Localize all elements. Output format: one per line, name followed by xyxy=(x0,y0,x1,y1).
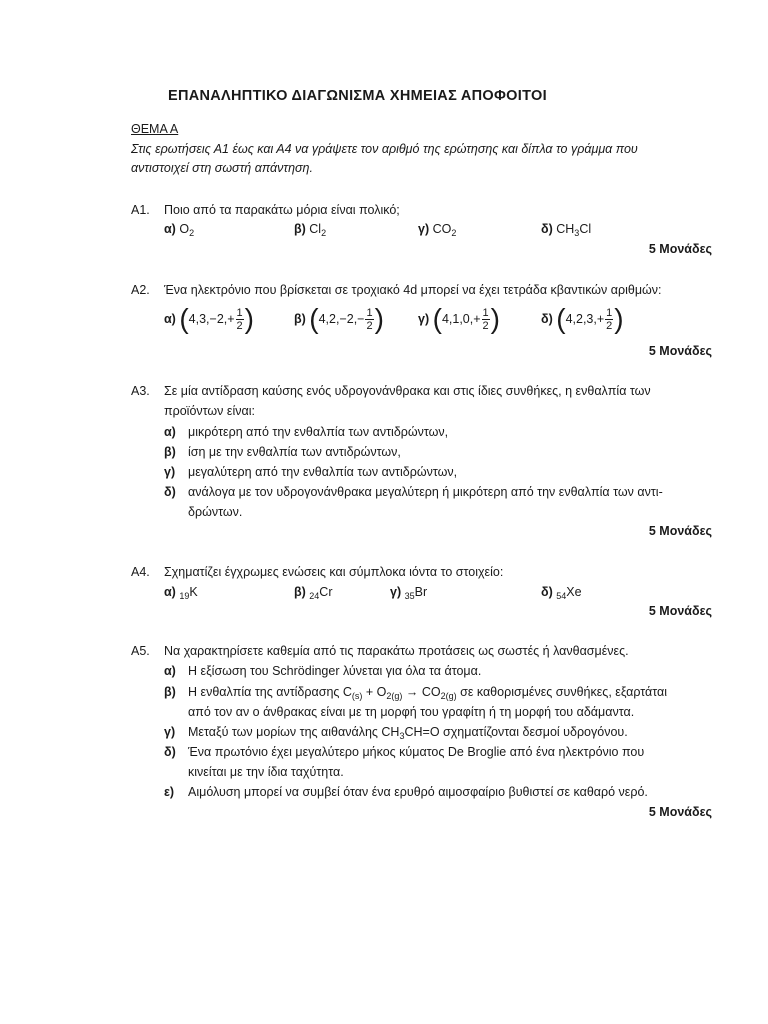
question-text-a5: Να χαρακτηρίσετε καθεμία από τις παρακάτω προτάσεις ως σωστές ή λανθασμένες. xyxy=(164,644,629,658)
question-text-a3-line2: προϊόντων είναι: xyxy=(164,404,255,418)
marks-a5: 5 Μονάδες xyxy=(648,805,712,819)
question-number-a2: Α2. xyxy=(131,283,150,297)
a3-option-b: β) ίση με την ενθαλπία των αντιδρώντων, xyxy=(164,445,401,459)
question-number-a3: Α3. xyxy=(131,384,150,398)
a5-statement-e: ε) Αιμόλυση μπορεί να συμβεί όταν ένα ερυθρό αιμοσφαίριο βυθιστεί σε καθαρό νερό. xyxy=(164,785,648,799)
a2-option-b: β) ( 4,2,−2,− $\frac{1}{2}$ ) xyxy=(294,303,384,334)
a5-statement-b-continuation: από τον αν ο άνθρακας είναι με τη μορφή του γραφίτη ή τη μορφή του αδάμαντα. xyxy=(188,705,635,719)
question-text-a3-line1: Σε μία αντίδραση καύσης ενός υδρογονάνθρακα και στις ίδιες συνθήκες, η ενθαλπία των xyxy=(164,384,651,398)
marks-a4: 5 Μονάδες xyxy=(648,604,712,618)
marks-a1: 5 Μονάδες xyxy=(648,242,712,256)
a3-option-c: γ) μεγαλύτερη από την ενθαλπία των αντιδρώντων, xyxy=(164,465,458,479)
a5-statement-b: β) Η ενθαλπία της αντίδρασης $C_{(s)} + O_{2(g)} \to CO_{2(g)}$ σε καθορισμένες συνθήκες, εξαρτάται xyxy=(164,685,668,701)
instructions-line-1: Στις ερωτήσεις Α1 έως και Α4 να γράψετε τον αριθμό της ερώτησης και δίπλα το γράμμα που xyxy=(131,142,638,156)
a1-option-b: β) $Cl_2$ xyxy=(294,222,327,238)
a5-statement-a: α) Η εξίσωση του Schrödinger λύνεται για όλα τα άτομα. xyxy=(164,664,482,678)
a4-option-c: γ) $_{35}$Br xyxy=(390,585,428,601)
a5-statement-c: γ) Μεταξύ των μορίων της αιθανάλης $CH_3CH=O$ σχηματίζονται δεσμοί υδρογόνου. xyxy=(164,725,628,741)
a5-statement-d: δ) Ένα πρωτόνιο έχει μεγαλύτερο μήκος κύματος De Broglie από ένα ηλεκτρόνιο που xyxy=(164,745,645,759)
a2-option-c: γ) ( 4,1,0,+ $\frac{1}{2}$ ) xyxy=(418,303,500,334)
a5-statement-d-continuation: κινείται με την ίδια ταχύτητα. xyxy=(188,765,344,779)
marks-a3: 5 Μονάδες xyxy=(648,524,712,538)
a4-option-b: β) $_{24}$Cr xyxy=(294,585,333,601)
a2-option-a: α) ( 4,3,−2,+ $\frac{1}{2}$ ) xyxy=(164,303,254,334)
a4-option-d: δ) $_{54}$Xe xyxy=(541,585,582,601)
a3-option-a: α) μικρότερη από την ενθαλπία των αντιδρώντων, xyxy=(164,425,449,439)
question-text-a1: Ποιο από τα παρακάτω μόρια είναι πολικό; xyxy=(164,203,400,217)
a2-option-d: δ) ( 4,2,3,+ $\frac{1}{2}$ ) xyxy=(541,303,624,334)
question-text-a2: Ένα ηλεκτρόνιο που βρίσκεται σε τροχιακό 4d μπορεί να έχει τετράδα κβαντικών αριθμών: xyxy=(164,283,662,297)
question-number-a5: Α5. xyxy=(131,644,150,658)
a3-option-d-continuation: δρώντων. xyxy=(188,505,243,519)
page-title: ΕΠΑΝΑΛΗΠΤΙΚΟ ΔΙΑΓΩΝΙΣΜΑ ΧΗΜΕΙΑΣ ΑΠΟΦΟΙΤΟΙ xyxy=(168,88,547,104)
instructions-line-2: αντιστοιχεί στη σωστή απάντηση. xyxy=(131,161,313,175)
a3-option-d: δ) ανάλογα με τον υδρογονάνθρακα μεγαλύτερη ή μικρότερη από την ενθαλπία των αντι- xyxy=(164,485,663,499)
a1-option-d: δ) $CH_3Cl$ xyxy=(541,222,592,238)
a1-option-c: γ) $CO_2$ xyxy=(418,222,457,238)
section-heading: ΘΕΜΑ Α xyxy=(131,122,179,136)
a1-option-a: α) $O_2$ xyxy=(164,222,195,238)
a4-option-a: α) $_{19}$K xyxy=(164,585,198,601)
question-number-a4: Α4. xyxy=(131,565,150,579)
marks-a2: 5 Μονάδες xyxy=(648,344,712,358)
question-text-a4: Σχηματίζει έγχρωμες ενώσεις και σύμπλοκα ιόντα το στοιχείο: xyxy=(164,565,504,579)
question-number-a1: Α1. xyxy=(131,203,150,217)
